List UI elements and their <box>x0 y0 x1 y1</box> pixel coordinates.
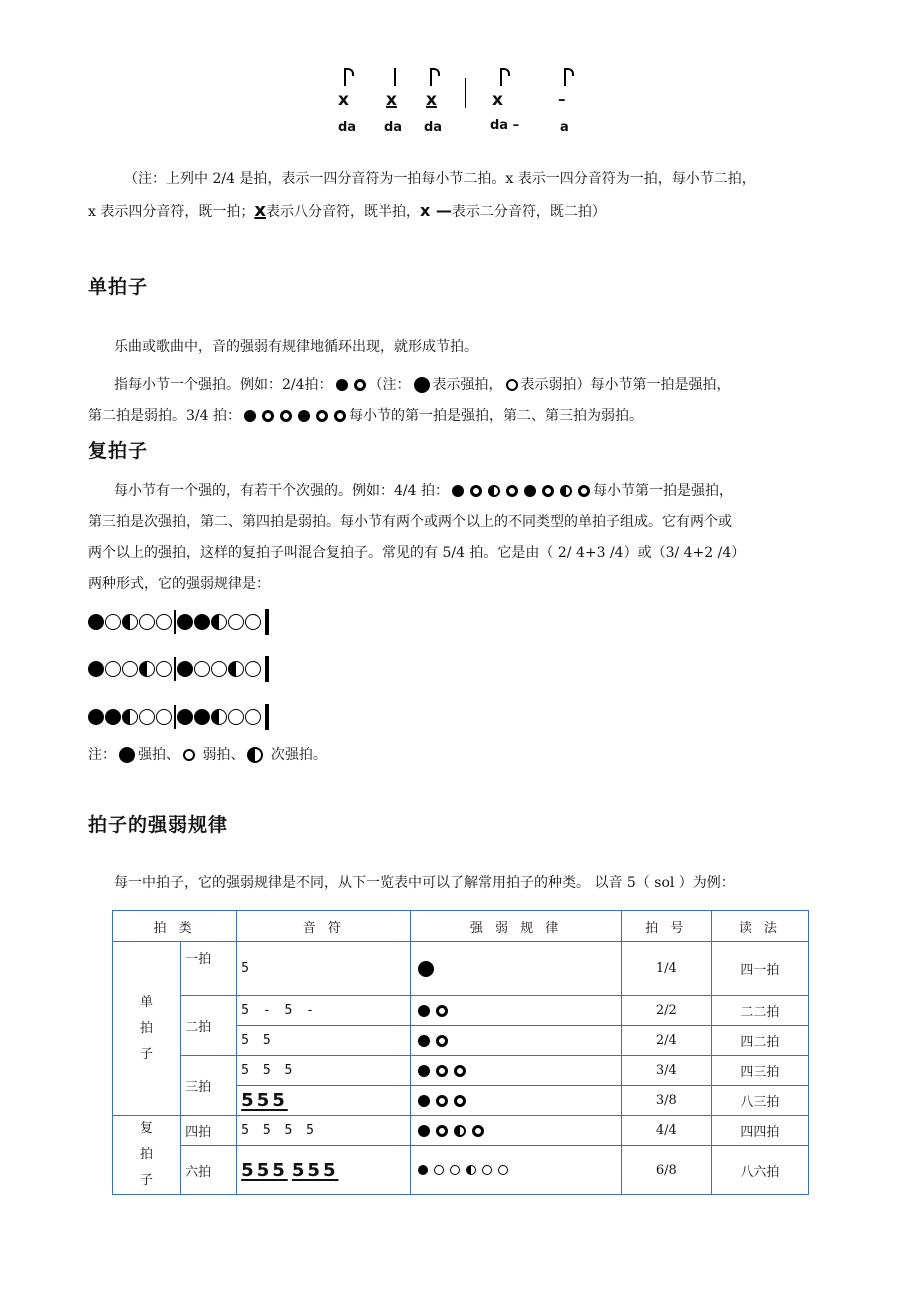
half-note-symbol: x — <box>419 201 452 220</box>
bar-line <box>174 705 176 729</box>
weak-beat-icon <box>334 410 346 422</box>
strong-beat-icon <box>418 1035 430 1047</box>
group-label-char: 复 <box>140 1121 154 1136</box>
final-bar-line <box>265 656 269 682</box>
five-four-pattern-row-2 <box>88 656 269 682</box>
reading-cell: 四三拍 <box>711 1056 808 1086</box>
rhythm-note: x <box>426 90 437 110</box>
weak-beat-icon <box>436 1005 448 1017</box>
note-line-1: （注：上列中 2/4 是拍，表示一四分音符为一拍每小节二拍。x 表示一四分音符为一拍，每小节二拍， <box>124 171 756 187</box>
weak-beat-icon <box>450 1165 460 1175</box>
note-flag <box>432 68 440 76</box>
note-stem <box>394 68 396 86</box>
table-row <box>113 996 809 1026</box>
weak-beat-icon <box>316 410 328 422</box>
five-four-pattern-row-3 <box>88 704 269 730</box>
strong-beat-icon <box>414 377 430 393</box>
final-bar-line <box>265 704 269 730</box>
weak-beat-icon <box>228 614 244 630</box>
medium-beat-icon <box>122 614 138 630</box>
weak-beat-icon <box>105 614 121 630</box>
notation-note-paragraph <box>88 164 848 228</box>
eighth-notes-group: 555 <box>291 1159 339 1181</box>
group-label-char: 单 <box>140 994 154 1010</box>
medium-beat-icon <box>454 1125 466 1137</box>
notes-cell: 5 5 5 5 <box>237 1116 411 1146</box>
weak-beat-icon <box>434 1165 444 1175</box>
medium-beat-icon <box>211 709 227 725</box>
note-line-2: x 表示四分音符，既一拍；x表示八分音符，既半拍，x —表示二分音符，既二拍） <box>88 200 606 221</box>
table-row <box>113 942 809 996</box>
weak-beat-icon <box>354 379 366 391</box>
weak-beat-icon <box>436 1035 448 1047</box>
notes-cell: 5 - 5 - <box>237 996 411 1026</box>
bar-line <box>174 657 176 681</box>
header-cell: 拍 类 <box>113 911 237 942</box>
signature-cell: 3/8 <box>621 1086 711 1116</box>
reading-cell: 八六拍 <box>711 1146 808 1195</box>
weak-beat-icon <box>156 614 172 630</box>
header-cell: 读 法 <box>711 911 808 942</box>
strong-beat-icon <box>418 1065 430 1077</box>
signature-cell: 2/4 <box>621 1026 711 1056</box>
weak-beat-icon <box>245 709 261 725</box>
strong-beat-icon <box>194 614 210 630</box>
weak-beat-icon <box>482 1165 492 1175</box>
section3-paragraph-1: 每一中拍子，它的强弱规律是不同，从下一览表中可以了解常用拍子的种类。 以音 5（ sol ）为例： <box>114 875 735 891</box>
header-cell: 强 弱 规 律 <box>411 911 621 942</box>
eighth-note-symbol: x <box>254 200 266 221</box>
weak-beat-icon <box>156 709 172 725</box>
strong-beat-icon <box>119 747 135 763</box>
weak-beat-icon <box>454 1065 466 1077</box>
strong-beat-icon <box>336 379 348 391</box>
strong-beat-icon <box>418 1165 428 1175</box>
signature-cell: 6/8 <box>621 1146 711 1195</box>
group-label-char: 子 <box>140 1046 154 1062</box>
strong-beat-icon <box>418 1095 430 1107</box>
eighth-notes-group: 555 <box>241 1090 288 1111</box>
medium-beat-icon <box>560 485 572 497</box>
section-title-compound-meter: 复拍子 <box>88 440 149 462</box>
weak-beat-icon <box>194 661 210 677</box>
header-cell: 音 符 <box>237 911 411 942</box>
weak-beat-icon <box>156 661 172 677</box>
accent-cell <box>411 996 621 1026</box>
weak-beat-icon <box>105 661 121 677</box>
notes-cell: 5 5 <box>237 1026 411 1056</box>
weak-beat-icon <box>245 614 261 630</box>
rhythm-syllable: da – <box>490 118 520 133</box>
weak-beat-icon <box>139 709 155 725</box>
rhythm-syllable: da <box>384 120 403 135</box>
five-four-pattern-row-1 <box>88 609 269 635</box>
weak-beat-icon <box>506 379 518 391</box>
table-row <box>113 1056 809 1086</box>
sub-type-cell: 三拍 <box>181 1056 237 1116</box>
note-flag <box>566 68 574 76</box>
weak-beat-icon <box>183 749 195 761</box>
weak-beat-icon <box>506 485 518 497</box>
section2-paragraph-1: 每小节有一个强的，有若干个次强的。例如：4/4 拍： 每小节第一拍是强拍， 第三拍是次强拍，第二、第四拍是弱拍。每小节有两个或两个以上的不同类型的单拍子组成。它有两个或 两个以上的强拍，这样的复拍子叫混合复拍子。常见的有 5/4 拍。它是由（ 2/ 4+3 /4）或（3/ 4+2 /4） 两种形式，它的强弱规律是： <box>88 483 746 592</box>
section-title-simple-meter: 单拍子 <box>88 276 149 298</box>
strong-beat-icon <box>418 961 434 977</box>
reading-cell: 四一拍 <box>711 942 808 996</box>
weak-beat-icon <box>436 1125 448 1137</box>
medium-beat-icon <box>139 661 155 677</box>
weak-beat-icon <box>245 661 261 677</box>
signature-cell: 1/4 <box>621 942 711 996</box>
signature-cell: 2/2 <box>621 996 711 1026</box>
table-header-row <box>113 911 809 942</box>
rhythm-notation <box>330 60 590 140</box>
group-compound-meter <box>113 1116 181 1195</box>
reading-cell: 二二拍 <box>711 996 808 1026</box>
reading-cell: 四二拍 <box>711 1026 808 1056</box>
medium-beat-icon <box>247 747 263 763</box>
strong-beat-icon <box>298 410 310 422</box>
weak-beat-icon <box>139 614 155 630</box>
group-label-char: 拍 <box>140 1147 154 1162</box>
table-row <box>113 1146 809 1195</box>
meter-table <box>112 910 809 1195</box>
medium-beat-icon <box>466 1165 476 1175</box>
section-title-meter-accent-rules: 拍子的强弱规律 <box>88 814 229 836</box>
group-single-meter <box>113 942 181 1116</box>
note-flag <box>346 68 354 76</box>
strong-beat-icon <box>244 410 256 422</box>
strong-beat-icon <box>88 709 104 725</box>
sub-type-cell: 一拍 <box>181 942 237 996</box>
header-cell: 拍 号 <box>621 911 711 942</box>
weak-beat-icon <box>262 410 274 422</box>
signature-cell: 4/4 <box>621 1116 711 1146</box>
sub-type-cell: 二拍 <box>181 996 237 1056</box>
medium-beat-icon <box>122 709 138 725</box>
weak-beat-icon <box>498 1165 508 1175</box>
section1-paragraph-2: 指每小节一个强拍。例如：2/4拍： （注： 表示强拍， 表示弱拍）每小节第一拍是强拍， 第二拍是弱拍。3/4 拍： 每小节的第一拍是强拍，第二、第三拍为弱拍。 <box>88 377 731 424</box>
weak-beat-icon <box>436 1065 448 1077</box>
rhythm-syllable: da <box>338 120 357 135</box>
accent-cell <box>411 942 621 996</box>
weak-beat-icon <box>211 661 227 677</box>
accent-cell <box>411 1116 621 1146</box>
sub-type-cell: 四拍 <box>181 1116 237 1146</box>
sub-type-cell: 六拍 <box>181 1146 237 1195</box>
accent-cell <box>411 1146 621 1195</box>
signature-cell: 3/4 <box>621 1056 711 1086</box>
note-flag <box>502 68 510 76</box>
strong-beat-icon <box>177 614 193 630</box>
strong-beat-icon <box>177 709 193 725</box>
group-label-char: 拍 <box>140 1020 154 1036</box>
notes-cell <box>237 1146 411 1195</box>
bar-line <box>465 78 466 108</box>
weak-beat-icon <box>228 709 244 725</box>
reading-cell: 八三拍 <box>711 1086 808 1116</box>
weak-beat-icon <box>454 1095 466 1107</box>
final-bar-line <box>265 609 269 635</box>
group-label-char: 子 <box>140 1173 154 1188</box>
rhythm-syllable: da <box>424 120 443 135</box>
accent-cell <box>411 1026 621 1056</box>
weak-beat-icon <box>578 485 590 497</box>
strong-beat-icon <box>105 709 121 725</box>
notes-cell: 5 <box>237 942 411 996</box>
strong-beat-icon <box>452 485 464 497</box>
medium-beat-icon <box>211 614 227 630</box>
strong-beat-icon <box>418 1125 430 1137</box>
weak-beat-icon <box>280 410 292 422</box>
strong-beat-icon <box>177 661 193 677</box>
rhythm-note: x <box>386 90 397 110</box>
weak-beat-icon <box>436 1095 448 1107</box>
rhythm-note: – <box>558 90 566 108</box>
medium-beat-icon <box>228 661 244 677</box>
weak-beat-icon <box>542 485 554 497</box>
notes-cell: 5 5 5 <box>237 1056 411 1086</box>
weak-beat-icon <box>122 661 138 677</box>
strong-beat-icon <box>524 485 536 497</box>
weak-beat-icon <box>472 1125 484 1137</box>
accent-cell <box>411 1056 621 1086</box>
weak-beat-icon <box>470 485 482 497</box>
rhythm-syllable: a <box>560 120 569 135</box>
table-row <box>113 1116 809 1146</box>
bar-line <box>174 610 176 634</box>
notes-cell <box>237 1086 411 1116</box>
strong-beat-icon <box>418 1005 430 1017</box>
strong-beat-icon <box>88 661 104 677</box>
reading-cell: 四四拍 <box>711 1116 808 1146</box>
beat-legend: 注： 强拍、 弱拍、 次强拍。 <box>88 747 327 763</box>
medium-beat-icon <box>488 485 500 497</box>
strong-beat-icon <box>88 614 104 630</box>
accent-cell <box>411 1086 621 1116</box>
eighth-notes-group: 555 <box>241 1159 288 1181</box>
rhythm-note: x <box>338 90 349 110</box>
rhythm-note: x <box>492 90 503 110</box>
strong-beat-icon <box>194 709 210 725</box>
section1-paragraph-1: 乐曲或歌曲中，音的强弱有规律地循环出现，就形成节拍。 <box>114 339 478 355</box>
